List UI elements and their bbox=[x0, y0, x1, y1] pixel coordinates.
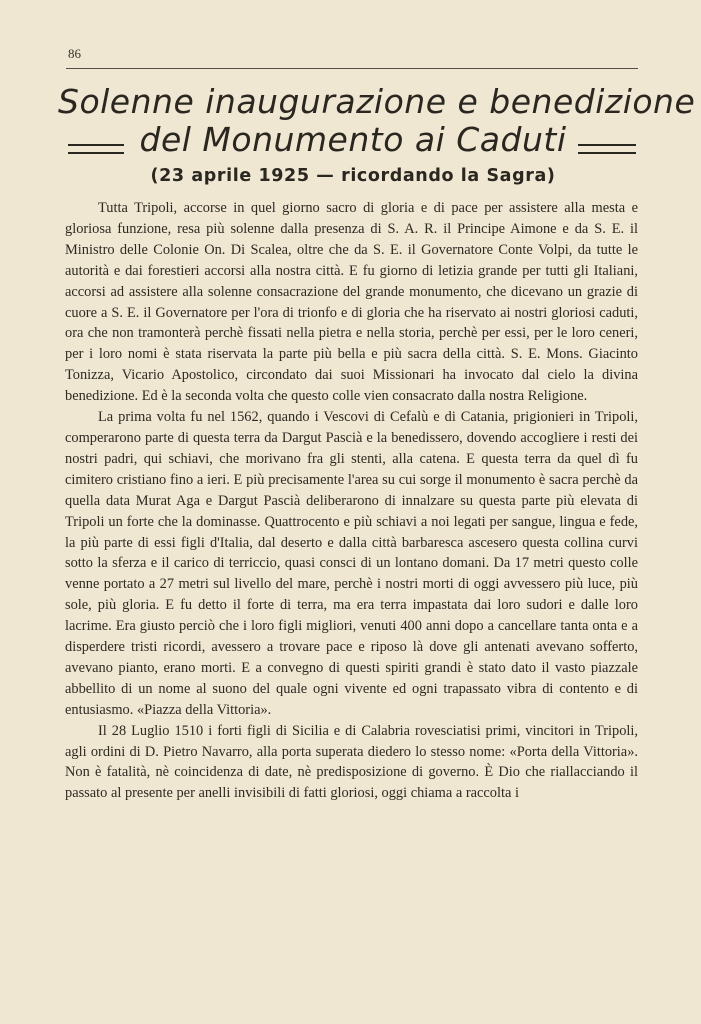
article-title-line-1: Solenne inaugurazione e benedizione bbox=[58, 82, 696, 121]
body-paragraph: La prima volta fu nel 1562, quando i Vescovi di Cefalù e di Catania, prigionieri in Tripoli, comperarono parte di questa terra da Dargut Pascià e la benedissero, dovendo accogliere i resti dei nostri padri, qui schiavi, che morivano fra gli stenti, alla catena. E questa terra da quel dì fu cimitero cristiano fino a ieri. E più precisamente l'area su cui sorge il monumento è sacra perchè da quella data Murat Aga e Dargut Pascià deliberarono di innalzare su questa parte più elevata di Tripoli un forte che la dominasse. Quattrocento e più schiavi a noi legati per sangue, lingua e fede, la più parte di essi figli d'Italia, dal deserto e dalla città barbaresca ascesero questa collina curvi sotto la sferza e il carico di terriccio, quasi consci di un lontano domani. Da 17 metri questo colle venne portato a 27 metri sul livello del mare, perchè i nostri morti di oggi avvessero più luce, più sole, più gloria. E fu detto il forte di terra, ma era terra impastata dai loro sudori e dalle loro lacrime. Era giusto perciò che i loro figli migliori, venuti 400 anni dopo a cancellare tanta onta e a disperdere tristi ricordi, avessero a trovare pace e riposo là dove gli antenati avevano sofferto, avevano pianto, erano morti. E a convegno di questi spiriti grandi è stato dato il vasto piazzale abbellito di un nome al suono del quale ogni vivente ed ogni trapassato vibra di contento e di entusiasmo. «Piazza della Vittoria». bbox=[65, 409, 638, 718]
page-number: 86 bbox=[68, 46, 81, 61]
header-rule bbox=[66, 68, 638, 69]
body-paragraph: Il 28 Luglio 1510 i forti figli di Sicilia e di Calabria rovesciatisi primi, vincitori in Tripoli, agli ordini di D. Pietro Navarro, alla porta superata diedero lo stesso nome: «Porta della Vittoria». Non è fatalità, nè coincidenza di date, nè predisposizione di governo. È Dio che riallacciando il passato al presente per anelli invisibili di fatti gloriosi, oggi chiama a raccolta i bbox=[65, 722, 638, 802]
article-subtitle: (23 aprile 1925 — ricordando la Sagra) bbox=[150, 166, 556, 186]
article-title-line-2: del Monumento ai Caduti bbox=[139, 120, 567, 159]
title-decoration-right bbox=[578, 144, 636, 154]
article-body bbox=[65, 198, 638, 804]
body-paragraph: Tutta Tripoli, accorse in quel giorno sacro di gloria e di pace per assistere alla mesta e gloriosa funzione, resa più solenne dalla presenza di S. A. R. il Principe Aimone e da S. E. il Ministro delle Colonie On. Di Scalea, oltre che da S. E. il Governatore Conte Volpi, da tutte le autorità e dai forestieri accorsi alla nostra città. E fu giorno di letizia grande per tutti gli Italiani, accorsi ad assistere alla solenne consacrazione del grande monumento, che dicevano un grazie di cuore a S. E. il Governatore per l'ora di trionfo e di gloria che ha riservato ai nostri gloriosi caduti, ora che non tramonterà perchè fissati nella pietra e nella storia, perchè per essi, per le loro ceneri, per i loro nomi è stata riservata la parte più bella e più sacra della città. S. E. Mons. Giacinto Tonizza, Vicario Apostolico, circondato dai suoi Missionari ha invocato dal cielo la divina benedizione. Ed è la seconda volta che questo colle vien consacrato dalla nostra Religione. bbox=[65, 200, 638, 405]
